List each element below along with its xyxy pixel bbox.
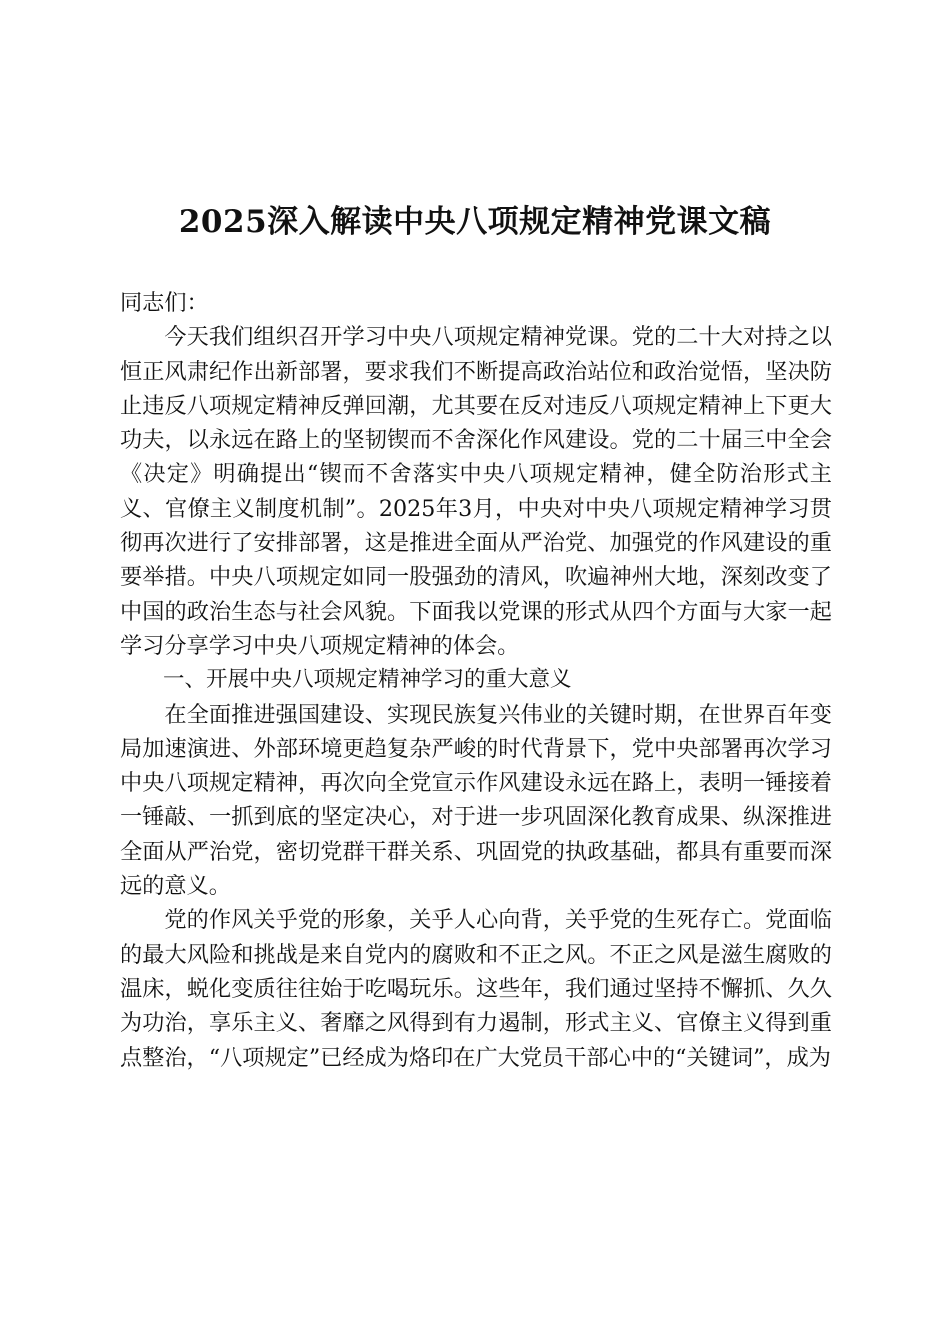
intro-paragraph: 今天我们组织召开学习中央八项规定精神党课。党的二十大对持之以恒正风肃纪作出新部署，要求我们不断提高政治站位和政治觉悟，坚决防止违反八项规定精神反弹回潮，尤其要在反对违反八项规定精神上下更大功夫，以永远在路上的坚韧锲而不舍深化作风建设。党的二十届三中全会《决定》明确提出“锲而不舍落实中央八项规定精神，健全防治形式主义、官僚主义制度机制”。2025年3月，中央对中央八项规定精神学习贯彻再次进行了安排部署，这是推进全面从严治党、加强党的作风建设的重要举措。中央八项规定如同一股强劲的清风，吹遍神州大地，深刻改变了中国的政治生态与社会风貌。下面我以党课的形式从四个方面与大家一起学习分享学习中央八项规定精神的体会。 [120,324,832,659]
section-heading: 一、开展中央八项规定精神学习的重大意义 [163,667,572,693]
section-paragraph: 党的作风关乎党的形象，关乎人心向背，关乎党的生死存亡。党面临的最大风险和挑战是来自党内的腐败和不正之风。不正之风是滋生腐败的温床，蜕化变质往往始于吃喝玩乐。这些年，我们通过坚持不懈抓、久久为功治，享乐主义、奢靡之风得到有力遏制，形式主义、官僚主义得到重点整治，“八项规定”已经成为烙印在广大党员干部心中的“关键词”，成为 [120,907,832,1071]
section-paragraph: 在全面推进强国建设、实现民族复兴伟业的关键时期，在世界百年变局加速演进、外部环境更趋复杂严峻的时代背景下，党中央部署再次学习中央八项规定精神，再次向全党宣示作风建设永远在路上，表明一锤接着一锤敲、一抓到底的坚定决心，对于进一步巩固深化教育成果、纵深推进全面从严治党，密切党群干群关系、巩固党的执政基础，都具有重要而深远的意义。 [120,701,832,900]
document-title: 2025深入解读中央八项规定精神党课文稿 [178,204,772,240]
document-body [120,286,832,1075]
salutation: 同志们： [120,290,209,316]
